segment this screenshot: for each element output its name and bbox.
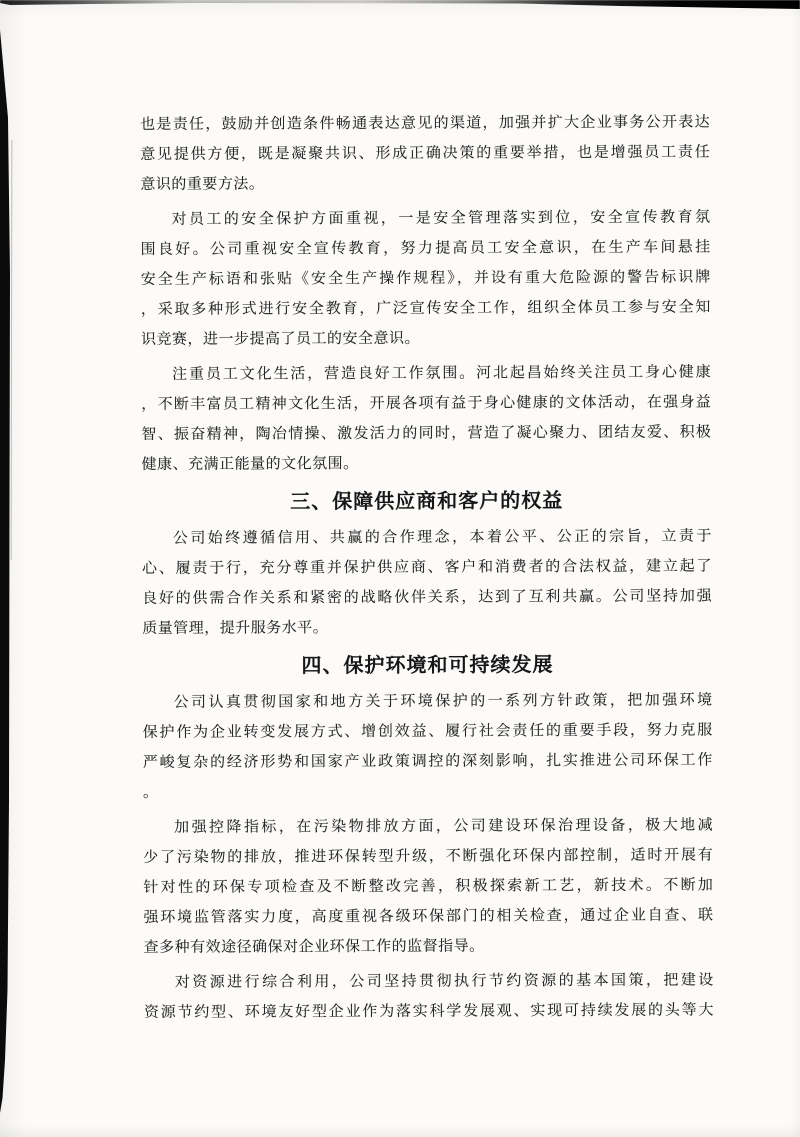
text-line: 对资源进行综合利用，公司坚持贯彻执行节约资源的基本国策，把建设: [174, 972, 714, 991]
text-line: 针对性的环保专项检查及不断整改完善，积极探索新工艺，新技术。不断加: [143, 877, 714, 896]
text-line: 强环境监管落实力度，高度重视各级环保部门的相关检查，通过企业自查、联: [143, 907, 714, 926]
text-line: 加强控降指标，在污染物排放方面，公司建设环保治理设备，极大地减: [174, 817, 714, 836]
text-line: 意见提供方便，既是凝聚共识、形成正确决策的重要举措，也是增强员工责任: [140, 144, 711, 163]
heading-section-4: 四、保护环境和可持续发展: [301, 654, 554, 678]
text-line: 。: [142, 784, 159, 801]
para-resource-use: [144, 966, 714, 1028]
text-line: 也是责任，鼓励并创造条件畅通表达意见的渠道，加强并扩大企业事务公开表达: [140, 114, 711, 133]
text-line: 资源节约型、环境友好型企业作为落实科学发展观、实现可持续发展的头等大: [143, 1002, 714, 1021]
text-line: 公司始终遵循信用、共赢的合作理念，本着公平、公正的宗旨，立责于: [172, 528, 712, 547]
text-line: 少了污染物的排放，推进环保转型升级，不断强化环保内部控制，适时开展有: [143, 847, 714, 866]
document-content: [140, 108, 714, 1033]
text-line: ，不断丰富员工精神文化生活，开展各项有益于身心健康的文体活动，在强身益: [141, 394, 712, 413]
text-line: 质量管理，提升服务水平。: [142, 620, 329, 637]
para-employee-culture: [141, 358, 712, 480]
para-supplier-customer: [142, 522, 713, 644]
text-line: 安全生产标语和张贴《安全生产操作规程》，并设有重大危险源的警告标识牌: [140, 269, 711, 288]
text-line: 保护作为企业转变发展方式、增创效益、履行社会责任的重要手段，努力克服: [142, 722, 713, 741]
text-line: 严峻复杂的经济形势和国家产业政策调控的深刻影响，扎实推进公司环保工作: [142, 752, 713, 771]
scan-top-edge-artifact: [0, 0, 800, 10]
para-env-emissions: [143, 811, 714, 963]
para-employee-safety: [140, 203, 711, 355]
text-line: 公司认真贯彻国家和地方关于环境保护的一系列方针政策，把加强环境: [173, 692, 713, 711]
text-line: 心、履责于行，充分尊重并保护供应商、客户和消费者的合法权益，建立起了: [141, 558, 713, 577]
text-line: 注重员工文化生活，营造良好工作氛围。河北起昌始终关注员工身心健康: [172, 364, 712, 383]
text-line: 对员工的安全保护方面重视，一是安全管理落实到位，安全宣传教育氛: [171, 209, 711, 228]
text-line: 良好的供需合作关系和紧密的战略伙伴关系，达到了互利共赢。公司坚持加强: [142, 588, 713, 607]
text-line: ，采取多种形式进行安全教育，广泛宣传安全工作，组织全体员工参与安全知: [140, 299, 711, 318]
text-line: 围良好。公司重视安全宣传教育，努力提高员工安全意识，在生产车间悬挂: [140, 239, 711, 258]
scan-left-edge-artifact: [0, 0, 16, 1137]
para-env-policy: [143, 686, 714, 808]
text-line: 识竞赛，进一步提高了员工的安全意识。: [140, 330, 421, 348]
text-line: 查多种有效途径确保对企业环保工作的监督指导。: [143, 938, 485, 956]
para-employee-voice: [140, 108, 710, 200]
scan-faint-line-artifact: [11, 140, 13, 560]
text-line: 健康、充满正能量的文化氛围。: [141, 456, 359, 473]
text-line: 智、振奋精神，陶冶情操、激发活力的同时，营造了凝心聚力、团结友爱、积极: [141, 424, 712, 443]
text-line: 意识的重要方法。: [140, 176, 265, 193]
heading-section-3: 三、保障供应商和客户的权益: [290, 490, 564, 514]
